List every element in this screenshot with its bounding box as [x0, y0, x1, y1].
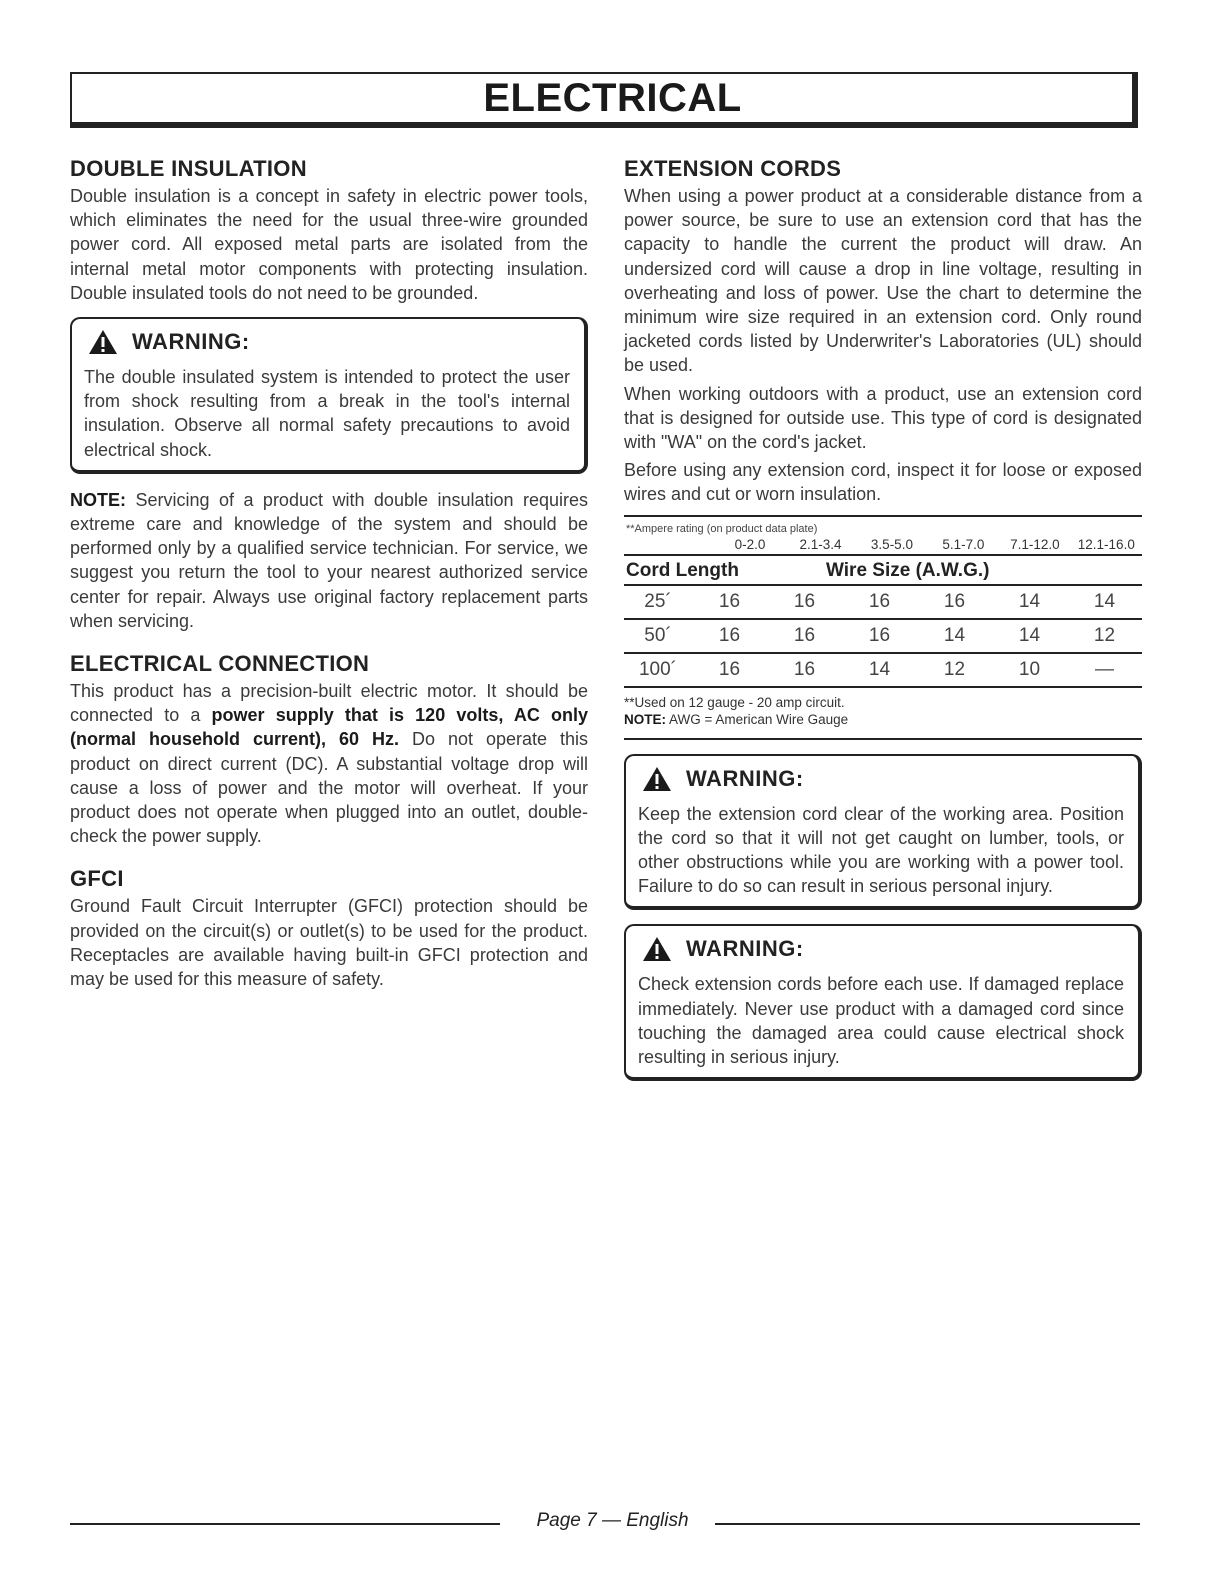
warning-title: WARNING: [132, 329, 250, 355]
wire-size-cell: 16 [842, 619, 917, 653]
wire-size-cell: 12 [917, 653, 992, 687]
warning-triangle-icon [642, 766, 672, 792]
table-top-rule [624, 515, 1142, 517]
electrical-connection-text-cont: Do not operate this product on direct current (DC). A substantial voltage drop will cause a loss of power and the motor will overheat. If your product does not operate when plugged into an outlet, double-check the power supply. [70, 729, 588, 847]
warning-box-check-cords [624, 924, 1142, 1081]
wire-size-cell: 16 [842, 586, 917, 619]
page-title: ELECTRICAL [483, 76, 742, 120]
ampere-rating: 12.1-16.0 [1077, 536, 1135, 552]
cord-length-header: Cord Length [626, 559, 739, 581]
warning-title: WARNING: [686, 936, 804, 962]
ampere-rating: 0-2.0 [734, 536, 766, 552]
gfci-body: Ground Fault Circuit Interrupter (GFCI) protection should be provided on the circuit(s) or outlet(s) to be used for the product. Receptacles are available having built-in GFCI protection and may be used for this measure of safety. [70, 896, 588, 990]
wire-size-cell: 14 [992, 619, 1067, 653]
warning-title: WARNING: [686, 765, 804, 791]
electrical-connection-heading: ELECTRICAL CONNECTION [70, 651, 370, 677]
right-column [624, 156, 1142, 1095]
gfci-heading: GFCI [70, 866, 124, 892]
warning-triangle-icon [88, 329, 118, 355]
warning-box-cord-clear [624, 754, 1142, 911]
ampere-rating: 7.1-12.0 [1010, 536, 1060, 552]
awg-note-body: AWG = American Wire Gauge [666, 711, 849, 727]
ampere-rating: 2.1-3.4 [799, 536, 842, 552]
wire-size-header: Wire Size (A.W.G.) [826, 559, 990, 581]
double-insulation-heading: DOUBLE INSULATION [70, 156, 307, 181]
cord-length-cell: 50´ [624, 619, 692, 653]
table-bottom-rule [624, 738, 1142, 740]
table-row [624, 653, 1142, 687]
wire-size-cell: 14 [1067, 586, 1142, 619]
warning-header [84, 329, 570, 355]
note-label: NOTE: [70, 489, 126, 510]
wire-size-cell: 10 [992, 653, 1067, 687]
table-header-row [624, 554, 1142, 586]
wire-size-cell: 16 [692, 586, 767, 619]
wire-size-cell: 16 [692, 619, 767, 653]
ampere-rating: 5.1-7.0 [942, 536, 985, 552]
extension-cords-para-1: When using a power product at a considerable distance from a power source, be sure to use an extension cord that has the capacity to handle the current the product will draw. An undersized cord will cause a drop in line voltage, resulting in overheating and loss of power. Use the chart to determine the minimum wire size required in an extension cord. Only round jacketed cords listed by Underwriter's Laboratories (UL) should be used. [624, 186, 1142, 376]
warning-triangle-icon [642, 936, 672, 962]
double-insulation-body: Double insulation is a concept in safety in electric power tools, which eliminates the need for the usual three-wire grounded power cord. All exposed metal parts are isolated from the internal metal motor components with protecting insulation. Double insulated tools do not need to be grounded. [70, 186, 588, 303]
ampere-rating-row [624, 537, 1142, 554]
wire-size-cell: 14 [842, 653, 917, 687]
wire-size-cell: 16 [767, 586, 842, 619]
wire-size-cell: 12 [1067, 619, 1142, 653]
table-row [624, 619, 1142, 653]
wire-size-cell: 14 [992, 586, 1067, 619]
wire-size-cell: 14 [917, 619, 992, 653]
ampere-spacer [624, 537, 715, 552]
ampere-rating-caption: **Ampere rating (on product data plate) [626, 522, 818, 535]
awg-note [624, 711, 1142, 728]
left-column [70, 156, 588, 1001]
electrical-connection-body [70, 679, 588, 848]
wire-size-cell: 16 [767, 653, 842, 687]
cord-length-cell: 25´ [624, 586, 692, 619]
page-number: Page 7 — English [536, 1510, 689, 1531]
wire-size-cell: 16 [917, 586, 992, 619]
wire-size-cell: — [1067, 653, 1142, 687]
warning-body: Keep the extension cord clear of the working area. Position the cord so that it will not get caught on lumber, tools, or other obstructions while you are working with a power tool. Failure to do so can result in serious personal injury. [638, 803, 1124, 897]
table-footnote: **Used on 12 gauge - 20 amp circuit. [624, 694, 845, 710]
warning-header [638, 766, 1124, 792]
extension-cords-para-3: Before using any extension cord, inspect it for loose or exposed wires and cut or worn insulation. [624, 460, 1142, 505]
extension-cords-para-2: When working outdoors with a product, use an extension cord that is designed for outside use. This type of cord is designated with "WA" on the cord's jacket. [624, 383, 1142, 453]
electrical-connection-text: This product has a precision-built electric motor. It should be connected to a [70, 681, 588, 726]
extension-cords-heading: EXTENSION CORDS [624, 156, 842, 181]
note-paragraph [70, 488, 588, 633]
table-row [624, 586, 1142, 619]
wire-size-table [624, 586, 1142, 688]
wire-size-cell: 16 [767, 619, 842, 653]
ampere-rating: 3.5-5.0 [870, 536, 913, 552]
wire-size-cell: 16 [692, 653, 767, 687]
warning-box-double-insulation [70, 317, 588, 474]
awg-note-label: NOTE: [624, 711, 666, 727]
warning-body: The double insulated system is intended to protect the user from shock resulting from a break in the tool's internal insulation. Observe all normal safety precautions to avoid electrical shock. [84, 367, 570, 460]
cord-length-cell: 100´ [624, 653, 692, 687]
note-body: Servicing of a product with double insulation requires extreme care and knowledge of the system and should be performed only by a qualified service technician. For service, we suggest you return the tool to your nearest authorized service center for repair. Always use original factory replacement parts when servicing. [70, 489, 588, 631]
warning-body: Check extension cords before each use. If damaged replace immediately. Never use product with a damaged cord since touching the damaged area could cause electrical shock resulting in serious injury. [638, 974, 1124, 1068]
warning-header [638, 936, 1124, 962]
power-supply-requirement: power supply that is 120 volts, AC only (normal household current), 60 Hz. [70, 705, 589, 750]
